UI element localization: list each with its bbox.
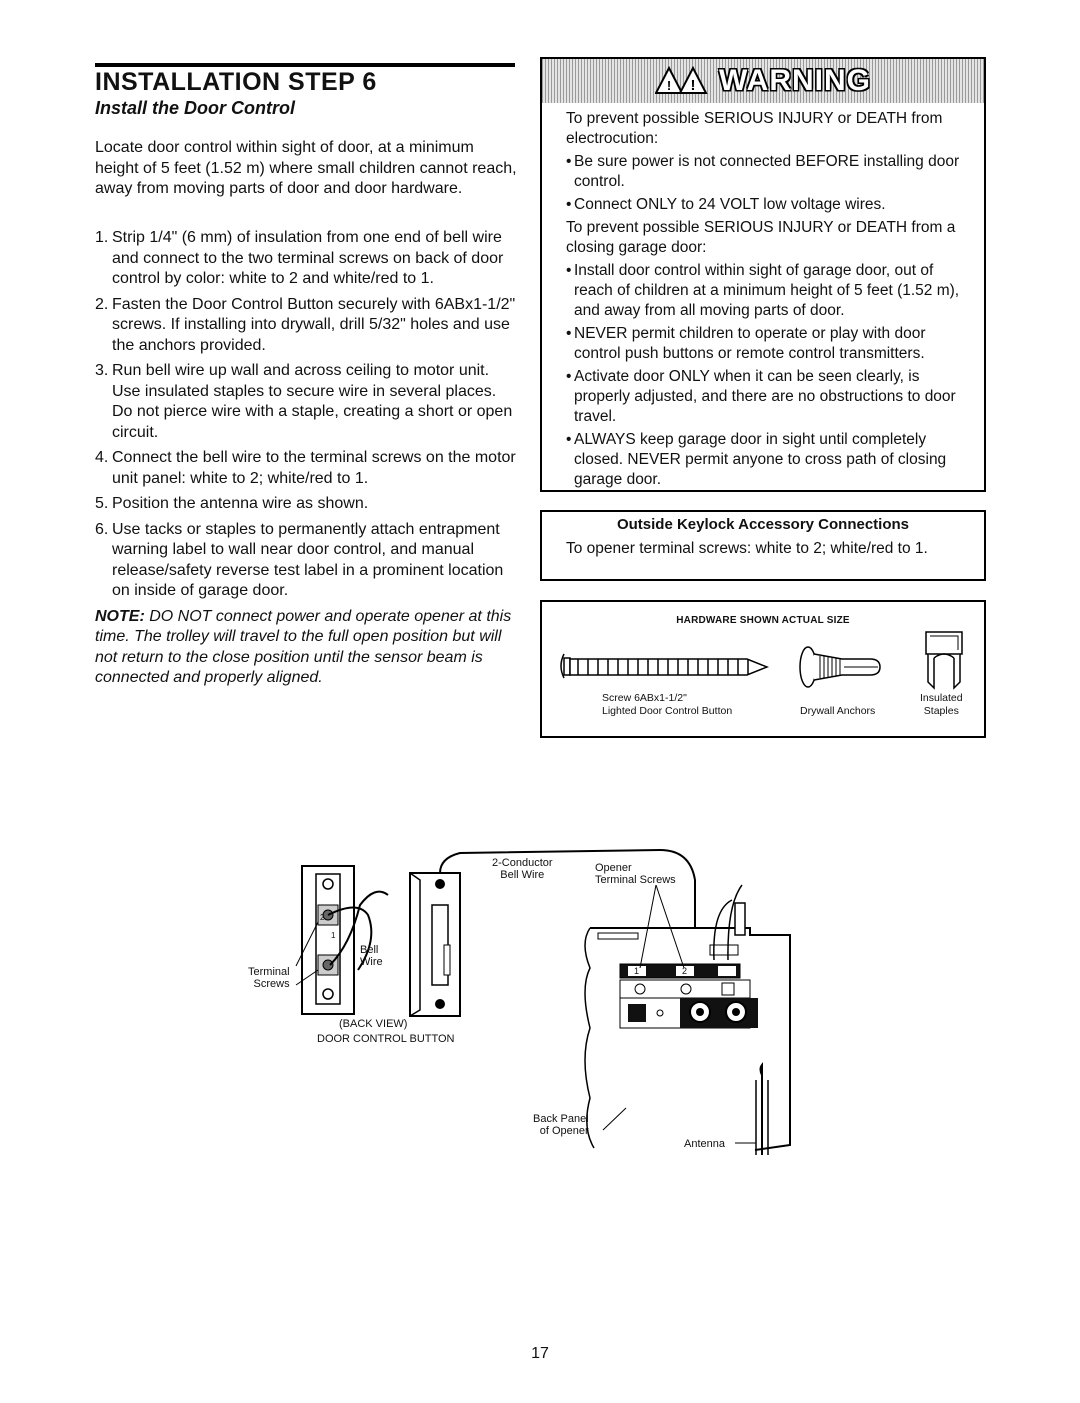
- opener-terminal-label: Opener Terminal Screws: [595, 862, 676, 886]
- button-terminal-1: 1: [331, 931, 336, 940]
- terminal-screws-label: Terminal Screws: [248, 966, 290, 990]
- keylock-text: To opener terminal screws: white to 2; white/red to 1.: [566, 540, 928, 557]
- anchor-caption: Drywall Anchors: [800, 705, 876, 717]
- button-terminal-2: 2: [320, 913, 325, 922]
- note-paragraph: NOTE: DO NOT connect power and operate opener at this time. The trolley will travel to the full open position but will not return to the close position until the sensor beam is connected and properly aligned.: [95, 607, 512, 686]
- opener-back-panel: [585, 903, 790, 1150]
- opener-terminal-1: 1: [634, 966, 640, 976]
- warning-bullet: • Install door control within sight of garage door, out of reach of children at a minimum height of 5 feet (1.52 m), and away from all moving parts of door.: [566, 262, 960, 319]
- warning-bullet: • NEVER permit children to operate or play with door control push buttons or remote control transmitters.: [566, 325, 926, 362]
- list-item: 1. Strip 1/4" (6 mm) of insulation from one end of bell wire and connect to the two terminal screws on back of door control by color: white to 2 and white/red to 1.: [95, 229, 504, 287]
- hardware-header: HARDWARE SHOWN ACTUAL SIZE: [676, 615, 850, 626]
- intro-paragraph: Locate door control within sight of door, at a minimum height of 5 feet (1.52 m) where small children cannot reach, away from moving parts of door and door hardware.: [95, 139, 517, 197]
- opener-terminal-2: 2: [682, 966, 688, 976]
- door-control-button-label: DOOR CONTROL BUTTON: [317, 1033, 455, 1045]
- back-panel-label: Back Panel of Opener: [533, 1113, 589, 1137]
- list-item: 3. Run bell wire up wall and across ceiling to motor unit. Use insulated staples to secure wire in several places. Do not pierce wire with a staple, creating a short or open circuit.: [95, 362, 513, 441]
- door-control-back-view: [302, 866, 388, 1014]
- list-item: 4. Connect the bell wire to the terminal screws on the motor unit panel: white to 2; white/red to 1.: [95, 449, 516, 487]
- list-item: 6. Use tacks or staples to permanently attach entrapment warning label to wall near door control, and manual release/safety reverse test label in a prominent location on inside of garage door.: [95, 520, 504, 599]
- step-title: INSTALLATION STEP 6: [95, 68, 377, 96]
- warning-label: WARNING: [719, 64, 871, 97]
- back-view-label: (BACK VIEW): [339, 1018, 408, 1030]
- svg-text:!: !: [666, 78, 672, 93]
- bell-wire-label: Bell Wire: [360, 944, 383, 968]
- list-item: 2. Fasten the Door Control Button securely with 6ABx1-1/2" screws. If installing into drywall, drill 5/32" holes and use the anchors provided.: [95, 295, 516, 354]
- warning-bullet: • Be sure power is not connected BEFORE installing door control.: [566, 153, 960, 190]
- warning-paragraph: To prevent possible SERIOUS INJURY or DEATH from electrocution:: [566, 110, 943, 147]
- door-control-front: [410, 873, 460, 1016]
- list-item: 5. Position the antenna wire as shown.: [95, 495, 369, 512]
- page-number: 17: [531, 1345, 549, 1362]
- step-subtitle: Install the Door Control: [95, 98, 295, 118]
- keylock-title: Outside Keylock Accessory Connections: [616, 516, 910, 533]
- screw-caption: Screw 6ABx1-1/2" Lighted Door Control Button: [602, 692, 733, 717]
- staple-caption: Insulated Staples: [920, 692, 963, 717]
- warning-bullet: • ALWAYS keep garage door in sight until completely closed. NEVER permit anyone to cross path of closing garage door.: [566, 431, 947, 488]
- svg-text:!: !: [690, 77, 696, 94]
- warning-bullet: • Connect ONLY to 24 VOLT low voltage wires.: [566, 196, 886, 213]
- conductor-label: 2-Conductor Bell Wire: [492, 857, 553, 881]
- warning-bullet: • Activate door ONLY when it can be seen clearly, is properly adjusted, and there are no obstructions to door travel.: [566, 368, 956, 425]
- warning-paragraph: To prevent possible SERIOUS INJURY or DEATH from a closing garage door:: [566, 219, 956, 256]
- antenna-label: Antenna: [684, 1138, 725, 1150]
